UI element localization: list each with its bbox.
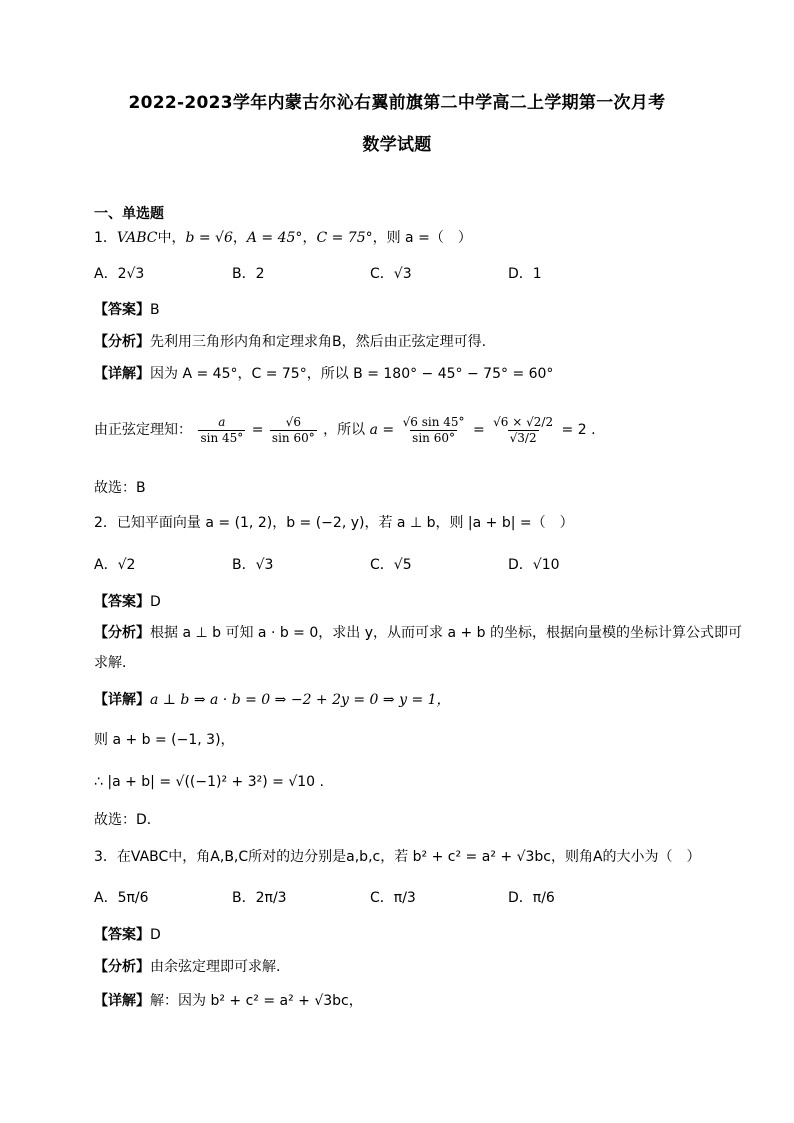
fraction-sqrt6sin45-sin60: $\frac{√6 \sin 45^\circ}{\sin 60^\circ}$ (402, 414, 465, 445)
q2-detail-1: 【详解】a ⊥ b ⇒ a · b = 0 ⇒ −2 + 2y = 0 ⇒ y = 1， (94, 692, 451, 708)
q3-analysis: 【分析】由余弦定理即可求解. (94, 959, 281, 975)
q1-option-d: D．1 (508, 266, 542, 282)
q3-stem: 3．在VABC中，角A,B,C所对的边分别是a,b,c，若 b² + c² = a² + √3bc，则角A的大小为（ ） (94, 849, 701, 865)
q2-analysis-2: 求解． (94, 655, 136, 671)
q2-option-b: B．√3 (232, 557, 274, 573)
q3-answer: 【答案】D (94, 927, 161, 943)
fraction-a-sin45: $\frac{a}{\sin 45^\circ}$ (200, 414, 244, 445)
fraction-sqrt6-sin60: $\frac{√6}{\sin 60^\circ}$ (271, 414, 315, 445)
q3-detail-1: 【详解】解：因为 b² + c² = a² + √3bc， (94, 993, 363, 1009)
q3-option-c: C．π/3 (370, 890, 416, 906)
q3-option-d: D．π/6 (508, 890, 555, 906)
q2-answer: 【答案】D (94, 594, 161, 610)
q1-answer: 【答案】B (94, 302, 160, 318)
q1-detail-2: 由正弦定理知： $\frac{a}{\sin 45^\circ}$ = $\frac{√6}{\sin 60^\circ}$ ，所以 a = $\frac{√6 \sin 45^\circ}{\sin 60^\circ}$ = $\frac{√6 \times √2/2}{√3/2}$ = 2 . (94, 414, 596, 445)
q2-conclusion: 故选：D． (94, 812, 161, 828)
q3-option-a: A．5π/6 (94, 890, 149, 906)
q2-option-c: C．√5 (370, 557, 412, 573)
q1-analysis: 【分析】先利用三角形内角和定理求角B，然后由正弦定理可得. (94, 334, 487, 350)
q2-stem: 2．已知平面向量 a = (1, 2)，b = (−2, y)，若 a ⊥ b，则 |a + b| =（ ） (94, 515, 574, 531)
q2-detail-2: 则 a + b = (−1, 3)， (94, 732, 235, 748)
q2-option-d: D．√10 (508, 557, 560, 573)
q1-triangle: VABC (116, 230, 158, 246)
q3-option-b: B．2π/3 (232, 890, 287, 906)
q1-detail-1: 【详解】因为 A = 45°，C = 75°，所以 B = 180° − 45° − 75° = 60° (94, 366, 554, 382)
q1-stem: 1．VABC中，b = √6，A = 45°，C = 75°，则 a =（ ） (94, 230, 472, 246)
paper-title: 2022-2023学年内蒙古尔沁右翼前旗第二中学高二上学期第一次月考 (128, 93, 666, 113)
q1-conclusion: 故选：B (94, 480, 146, 496)
q2-analysis-1: 【分析】根据 a ⊥ b 可知 a · b = 0，求出 y，从而可求 a + b 的坐标，根据向量模的坐标计算公式即可 (94, 625, 742, 641)
q2-option-a: A．√2 (94, 557, 136, 573)
q1-option-a: A．2√3 (94, 266, 145, 282)
fraction-evaluated: $\frac{√6 \times √2/2}{√3/2}$ (493, 414, 554, 445)
q1-option-c: C．√3 (370, 266, 412, 282)
q1-option-b: B．2 (232, 266, 265, 282)
section-heading: 一、单选题 (94, 206, 164, 222)
paper-subtitle: 数学试题 (362, 135, 432, 155)
q2-detail-3: ∴ |a + b| = √((−1)² + 3²) = √10 . (94, 774, 324, 790)
